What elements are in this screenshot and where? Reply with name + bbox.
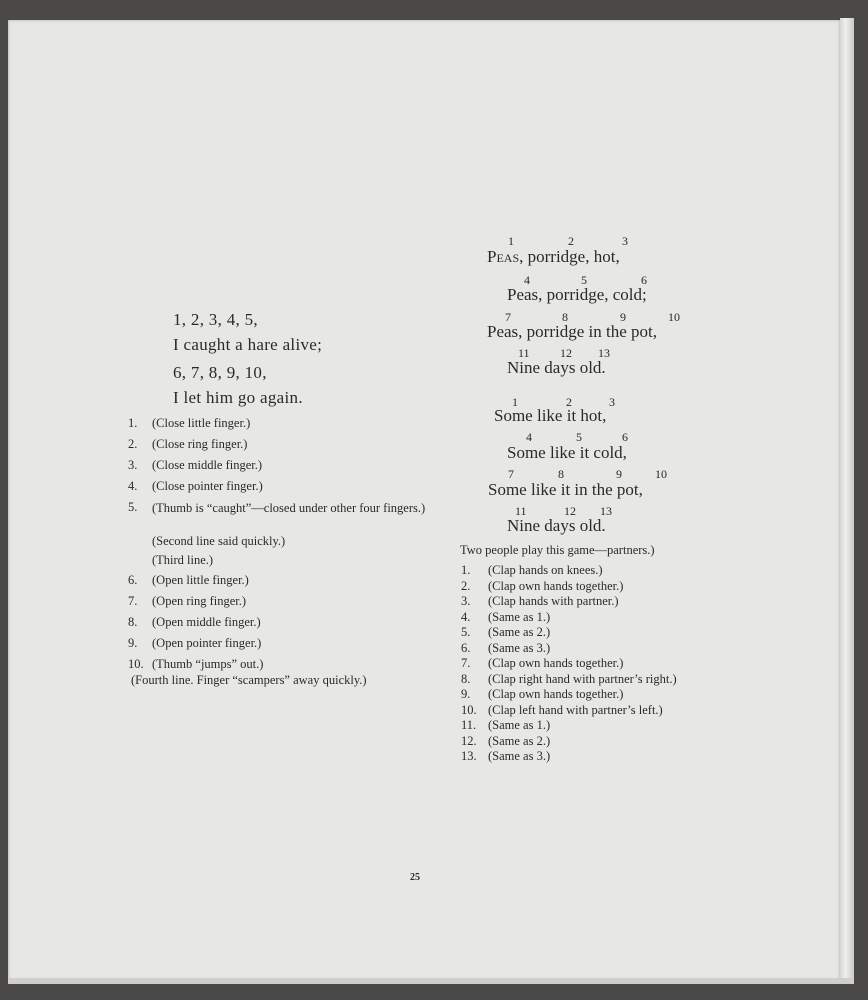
game-intro: Two people play this game—partners.): [460, 543, 655, 557]
finger-instructions: 1. (Close little finger.) 2. (Close ring finger.) 3. (Close middle finger.) 4. (Close pointer finger.) 5. (Thumb is “caught”—closed under other four fingers.) (Second line said quickly.) (Third line.) 6. (Open little finger.) 7. (Open ring finger.) 8. (Open middle finger.) 9. (Open pointer finger.) 10. (Thumb “jumps” out.) (Fourth line. Finger “scampers” away quickly.): [128, 416, 426, 687]
verse-line: 6, 7, 8, 9, 10,: [173, 363, 267, 382]
verse-line: I caught a hare alive;: [173, 335, 323, 354]
page-edge-bottom: [8, 978, 854, 984]
verse-line: Nine days old.: [507, 516, 606, 535]
verse-line: 1, 2, 3, 4, 5,: [173, 310, 258, 329]
verse-line: Some like it in the pot,: [488, 480, 643, 499]
verse-line: Some like it cold,: [507, 443, 627, 462]
verse-line: Peas, porridge in the pot,: [487, 322, 657, 341]
verse-line: I let him go again.: [173, 388, 303, 407]
page-number: 25: [410, 872, 420, 883]
page-edge: [840, 18, 854, 984]
verse-line: Nine days old.: [507, 358, 606, 377]
verse-line: Peas, porridge, hot,: [487, 247, 620, 266]
closing-note: (Fourth line. Finger “scampers” away quickly.): [131, 673, 367, 687]
verse-line: Some like it hot,: [494, 406, 607, 425]
clapping-instructions: 1. (Clap hands on knees.) 2. (Clap own hands together.) 3. (Clap hands with partner.) 4. (Same as 1.) 5. (Same as 2.) 6. (Same as 3.) 7. (Clap own hands together.) 8. (Clap right hand with partner’s right.) 9. (Clap own hands together.) 10. (Clap left hand with partner’s left.) 11. (Same as 1.) 12. (Same as 2.) 13. (Same as 3.): [461, 563, 677, 763]
verse-line: Peas, porridge, cold;: [507, 285, 647, 304]
